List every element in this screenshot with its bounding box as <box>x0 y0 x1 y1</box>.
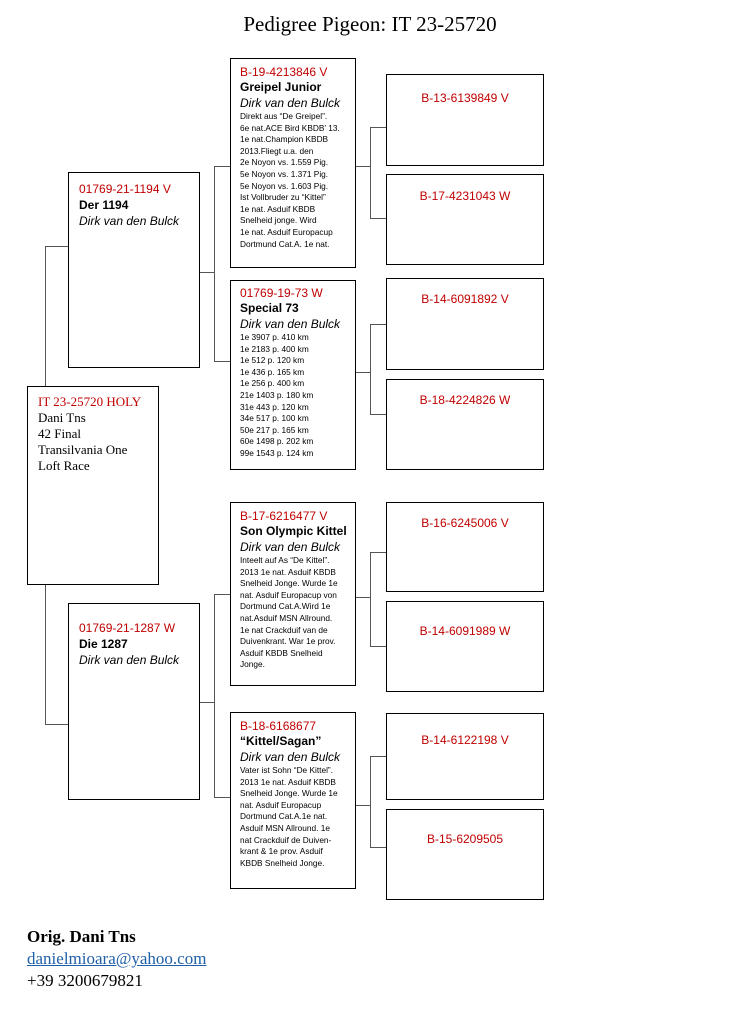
subject-ring: IT 23-25720 HOLY <box>38 394 142 409</box>
sire-ring: 01769-21-1194 V <box>79 182 171 196</box>
connector <box>370 847 386 848</box>
connector <box>356 597 370 598</box>
connector <box>370 646 386 647</box>
sire-breeder: Dirk van den Bulck <box>79 214 180 228</box>
great-grandparent-ring: B-15-6209505 <box>426 832 504 846</box>
connector <box>370 218 386 219</box>
connector <box>214 797 230 798</box>
dam-card <box>68 603 200 800</box>
grandparent-description: Direkt aus “De Greipel”. 6e nat.ACE Bird KBDB’ 13. 1e nat.Champion KBDB 2013.Fliegt u.a. den 2e Noyon vs. 1.559 Pig. 5e Noyon vs. 1.371 Pig. 5e Noyon vs. 1.603 Pig. Ist Vollbruder zu “Kittel” 1e nat. Asduif KBDB Snelheid jonge. Wird 1e nat. Asduif Europacup Dortmund Cat.A. 1e nat. <box>240 111 340 249</box>
dam-breeder: Dirk van den Bulck <box>79 653 180 667</box>
page-title: Pedigree Pigeon: IT 23-25720 <box>243 12 497 36</box>
grandparent-description: 1e 3907 p. 410 km 1e 2183 p. 400 km 1e 512 p. 120 km 1e 436 p. 165 km 1e 256 p. 400 km 21e 1403 p. 180 km 31e 443 p. 120 km 34e 517 p. 100 km 50e 217 p. 165 km 60e 1498 p. 202 km 99e 1543 p. 124 km <box>240 332 314 458</box>
connector <box>200 702 214 703</box>
connector <box>370 756 386 757</box>
subject-card <box>27 386 159 585</box>
great-grandparent-card <box>386 809 544 900</box>
great-grandparent-card <box>386 174 544 265</box>
connector <box>370 127 386 128</box>
connector <box>214 594 230 595</box>
connector <box>214 166 230 167</box>
great-grandparent-card <box>386 379 544 470</box>
grandparent-description: Vater ist Sohn “De Kittel”. 2013 1e nat. Asduif KBDB Snelheid Jonge. Wurde 1e nat. Asduif Europacup Dortmund Cat.A.1e nat. Asduif MSN Allround. 1e nat Crackduif de Duiven- krant & 1e prov. Asduif KBDB Snelheid Jonge. <box>240 765 338 868</box>
subject-line: Transilvania One <box>38 442 128 457</box>
sire-name: Der 1194 <box>79 198 129 212</box>
great-grandparent-ring: B-13-6139849 V <box>421 91 509 105</box>
connector <box>200 272 214 273</box>
subject-line: Loft Race <box>38 458 90 473</box>
connector <box>370 324 386 325</box>
phone-number: +39 3200679821 <box>27 971 143 990</box>
connector <box>45 246 68 247</box>
grandparent-breeder: Dirk van den Bulck <box>240 317 341 331</box>
grandparent-card <box>230 280 356 470</box>
connector <box>356 166 370 167</box>
connector <box>356 805 370 806</box>
grandparent-name: Greipel Junior <box>240 80 322 94</box>
connector <box>214 594 215 798</box>
connector <box>356 372 370 373</box>
subject-line: 42 Final <box>38 426 81 441</box>
connector <box>370 127 371 219</box>
grandparent-name: Special 73 <box>240 301 299 315</box>
grandparent-ring: 01769-19-73 W <box>240 286 323 300</box>
grandparent-breeder: Dirk van den Bulck <box>240 750 341 764</box>
grandparent-breeder: Dirk van den Bulck <box>240 540 341 554</box>
email-link[interactable]: danielmioara@yahoo.com <box>27 949 207 968</box>
grandparent-ring: B-17-6216477 V <box>240 509 328 523</box>
connector <box>370 552 386 553</box>
connector <box>214 166 215 362</box>
subject-line: Dani Tns <box>38 410 86 425</box>
connector <box>45 246 46 386</box>
great-grandparent-ring: B-14-6091989 W <box>419 624 511 638</box>
great-grandparent-ring: B-18-4224826 W <box>419 393 511 407</box>
footer <box>27 926 206 992</box>
sire-card <box>68 172 200 368</box>
grandparent-ring: B-19-4213846 V <box>240 65 328 79</box>
connector <box>370 756 371 848</box>
grandparent-card <box>230 58 356 268</box>
connector <box>370 414 386 415</box>
great-grandparent-ring: B-16-6245006 V <box>421 516 509 530</box>
dam-name: Die 1287 <box>79 637 128 651</box>
grandparent-description: Inteelt auf As “De Kittel”. 2013 1e nat. Asduif KBDB Snelheid Jonge. Wurde 1e nat. Asduif Europacup von Dortmund Cat.A.Wird 1e nat.Asduif MSN Allround. 1e nat Crackduif van de Duivenkrant. War 1e prov. Asduif KBDB Snelheid Jonge. <box>240 555 338 670</box>
connector <box>370 324 371 415</box>
great-grandparent-card <box>386 601 544 692</box>
connector <box>45 724 68 725</box>
great-grandparent-ring: B-17-4231043 W <box>419 189 511 203</box>
great-grandparent-card <box>386 713 544 800</box>
great-grandparent-card <box>386 502 544 592</box>
great-grandparent-ring: B-14-6091892 V <box>421 292 509 306</box>
dam-ring: 01769-21-1287 W <box>79 621 176 635</box>
connector <box>214 361 230 362</box>
great-grandparent-ring: B-14-6122198 V <box>421 733 509 747</box>
great-grandparent-card <box>386 278 544 370</box>
grandparent-card <box>230 502 356 686</box>
connector <box>370 552 371 647</box>
originator: Orig. Dani Tns <box>27 927 136 946</box>
connector <box>45 585 46 725</box>
grandparent-breeder: Dirk van den Bulck <box>240 96 341 110</box>
grandparent-ring: B-18-6168677 <box>240 719 317 733</box>
great-grandparent-card <box>386 74 544 166</box>
grandparent-name: Son Olympic Kittel <box>240 524 347 538</box>
grandparent-card <box>230 712 356 889</box>
grandparent-name: “Kittel/Sagan” <box>240 734 322 748</box>
